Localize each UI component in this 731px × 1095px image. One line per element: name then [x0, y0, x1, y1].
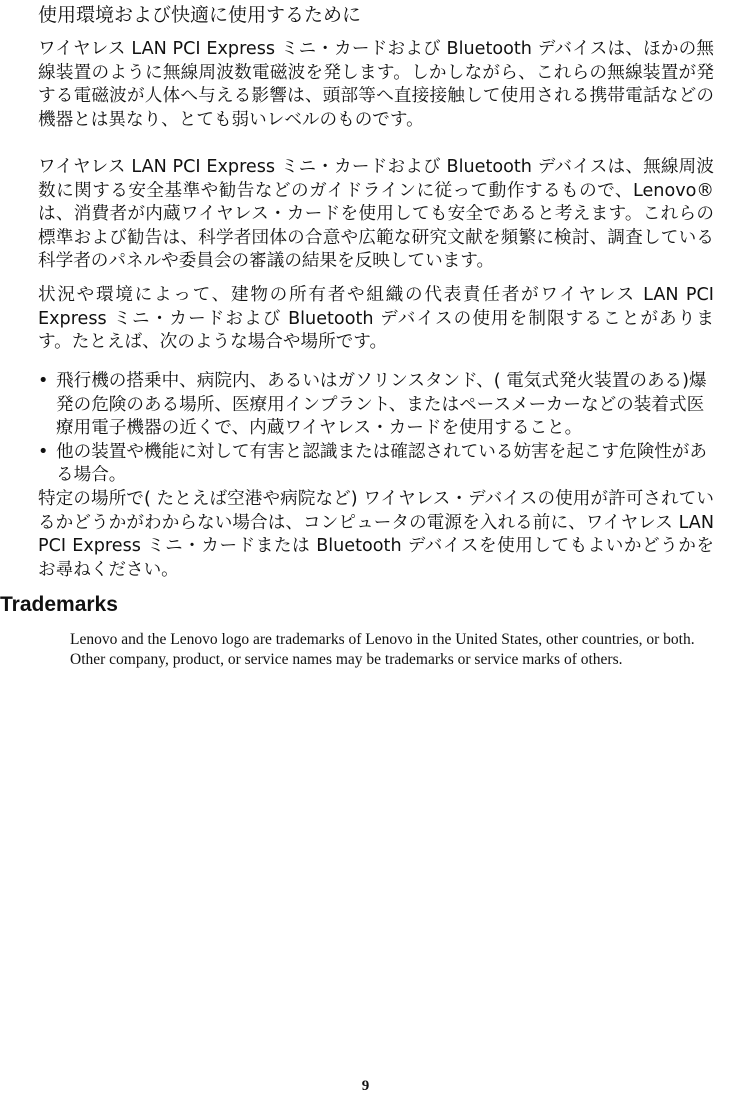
trademarks-body [70, 630, 730, 670]
bullet-list [38, 370, 714, 488]
list-item [38, 441, 714, 488]
bullet-marker: • [38, 371, 49, 391]
paragraph-1: ワイヤレス LAN PCI Express ミニ・カードおよび Bluetooth デバイスは、ほかの無線装置のように無線周波数電磁波を発します。しかしながら、これらの無線装置が発する電磁波が人体へ与える影響は、頭部等へ直接接触して使用される携帯電話などの機器とは異なり、とても弱いレベルのものです。 [38, 39, 714, 130]
list-item-text: 飛行機の搭乗中、病院内、あるいはガソリンスタンド、( 電気式発火装置のある)爆発の危険のある場所、医療用インプラント、またはペースメーカーなどの装着式医療用電子機器の近くで、内蔵ワイヤレス・カードを使用すること。 [56, 371, 707, 438]
paragraph-closing: 特定の場所で( たとえば空港や病院など) ワイヤレス・デバイスの使用が許可されているかどうかがわからない場合は、コンピュータの電源を入れる前に、ワイヤレス LAN PCI Express ミニ・カードまたは Bluetooth デバイスを使用してもよいかどうかをお尋ねください。 [38, 489, 714, 580]
bullet-marker: • [38, 441, 49, 462]
trademarks-heading: Trademarks [0, 593, 118, 616]
trademarks-line-2: Other company, product, or service names may be trademarks or service marks of others. [70, 651, 623, 668]
paragraph-3: 状況や環境によって、建物の所有者や組織の代表責任者がワイヤレス LAN PCI Express ミニ・カードおよび Bluetooth デバイスの使用を制限することがあります。たとえば、次のような場合や場所です。 [38, 285, 714, 352]
section-title: 使用環境および快適に使用するために [38, 4, 362, 26]
paragraph-2: ワイヤレス LAN PCI Express ミニ・カードおよび Bluetooth デバイスは、無線周波数に関する安全基準や勧告などのガイドラインに従って動作するもので、Lenovo® は、消費者が内蔵ワイヤレス・カードを使用しても安全であると考えます。これらの標準および勧告は、科学者団体の合意や広範な研究文献を頻繁に検討、調査している科学者のパネルや委員会の審議の結果を反映しています。 [38, 157, 714, 271]
page-number: 9 [361, 1078, 370, 1094]
list-item [38, 370, 714, 441]
list-item-text: 他の装置や機能に対して有害と認識または確認されている妨害を起こす危険性がある場合。 [56, 441, 707, 485]
trademarks-line-1: Lenovo and the Lenovo logo are trademarks of Lenovo in the United States, other countries, or both. [70, 631, 695, 648]
